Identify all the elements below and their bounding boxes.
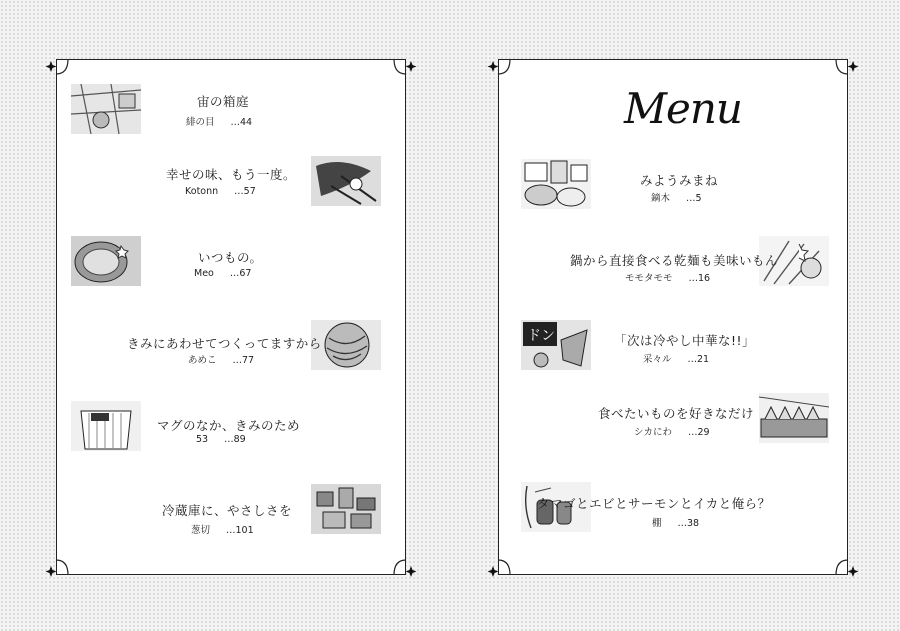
page-number: …67 xyxy=(229,268,252,279)
story-meta xyxy=(652,515,699,529)
author-name: あめこ xyxy=(188,355,217,366)
page-number: …5 xyxy=(686,193,702,204)
page-number: …77 xyxy=(232,355,255,366)
page-number: …21 xyxy=(687,354,710,365)
illustration-thumbnail xyxy=(71,84,141,134)
star-icon xyxy=(46,61,57,72)
star-icon xyxy=(406,61,417,72)
author-name: Meo xyxy=(194,268,214,279)
story-title: みようみまね xyxy=(640,173,719,188)
star-icon xyxy=(406,566,417,577)
story-title: 食べたいものを好きなだけ xyxy=(598,406,755,421)
story-meta xyxy=(634,424,710,438)
page-number: …16 xyxy=(688,273,711,284)
author-name: 53 xyxy=(196,434,209,445)
star-icon xyxy=(46,566,57,577)
illustration-thumbnail xyxy=(311,484,381,534)
story-title: 幸せの味、もう一度。 xyxy=(166,167,297,182)
story-title: 「次は冷やし中華な!!」 xyxy=(614,333,756,348)
page-number: …29 xyxy=(688,427,710,438)
illustration-thumbnail xyxy=(71,236,141,286)
story-meta xyxy=(625,270,710,284)
illustration-thumbnail xyxy=(311,156,381,206)
story-meta xyxy=(196,434,246,445)
story-title: いつもの。 xyxy=(198,250,263,265)
story-title: きみにあわせてつくってますから xyxy=(127,336,322,351)
story-meta xyxy=(191,522,254,536)
page-number: …57 xyxy=(234,186,256,197)
author-name: 緋の目 xyxy=(186,117,215,128)
page-number: …38 xyxy=(677,518,700,529)
story-title: 冷蔵庫に、やさしさを xyxy=(162,503,293,518)
menu-heading: Menu xyxy=(624,84,742,133)
star-icon xyxy=(488,566,499,577)
illustration-thumbnail xyxy=(759,393,829,443)
story-title: 鍋から直接食べる乾麺も美味いもん xyxy=(570,253,779,268)
author-name: 采々ル xyxy=(643,354,672,365)
story-meta xyxy=(651,190,702,204)
story-meta xyxy=(185,186,256,197)
svg-text:ドン: ドン xyxy=(527,328,555,344)
illustration-thumbnail xyxy=(521,159,591,209)
page-number: …89 xyxy=(224,434,246,445)
author-name: 鏑木 xyxy=(651,193,671,204)
illustration-thumbnail xyxy=(521,320,591,370)
author-name: 葱切 xyxy=(191,525,211,536)
star-icon xyxy=(848,566,859,577)
story-meta xyxy=(643,351,709,365)
story-title: 宙の箱庭 xyxy=(197,94,250,109)
story-title: タマゴとエビとサーモンとイカと俺ら？ xyxy=(537,496,771,511)
story-title: マグのなか、きみのため xyxy=(157,418,301,433)
story-meta xyxy=(194,268,251,279)
star-icon xyxy=(848,61,859,72)
page-number: …101 xyxy=(226,525,254,536)
author-name: シカにわ xyxy=(634,427,673,438)
page-number: …44 xyxy=(230,117,253,128)
author-name: モモタモモ xyxy=(625,273,673,284)
star-icon xyxy=(488,61,499,72)
author-name: 棚 xyxy=(652,518,662,529)
author-name: Kotonn xyxy=(185,186,219,197)
story-meta xyxy=(186,114,252,128)
illustration-thumbnail xyxy=(71,401,141,451)
story-meta xyxy=(188,352,254,366)
